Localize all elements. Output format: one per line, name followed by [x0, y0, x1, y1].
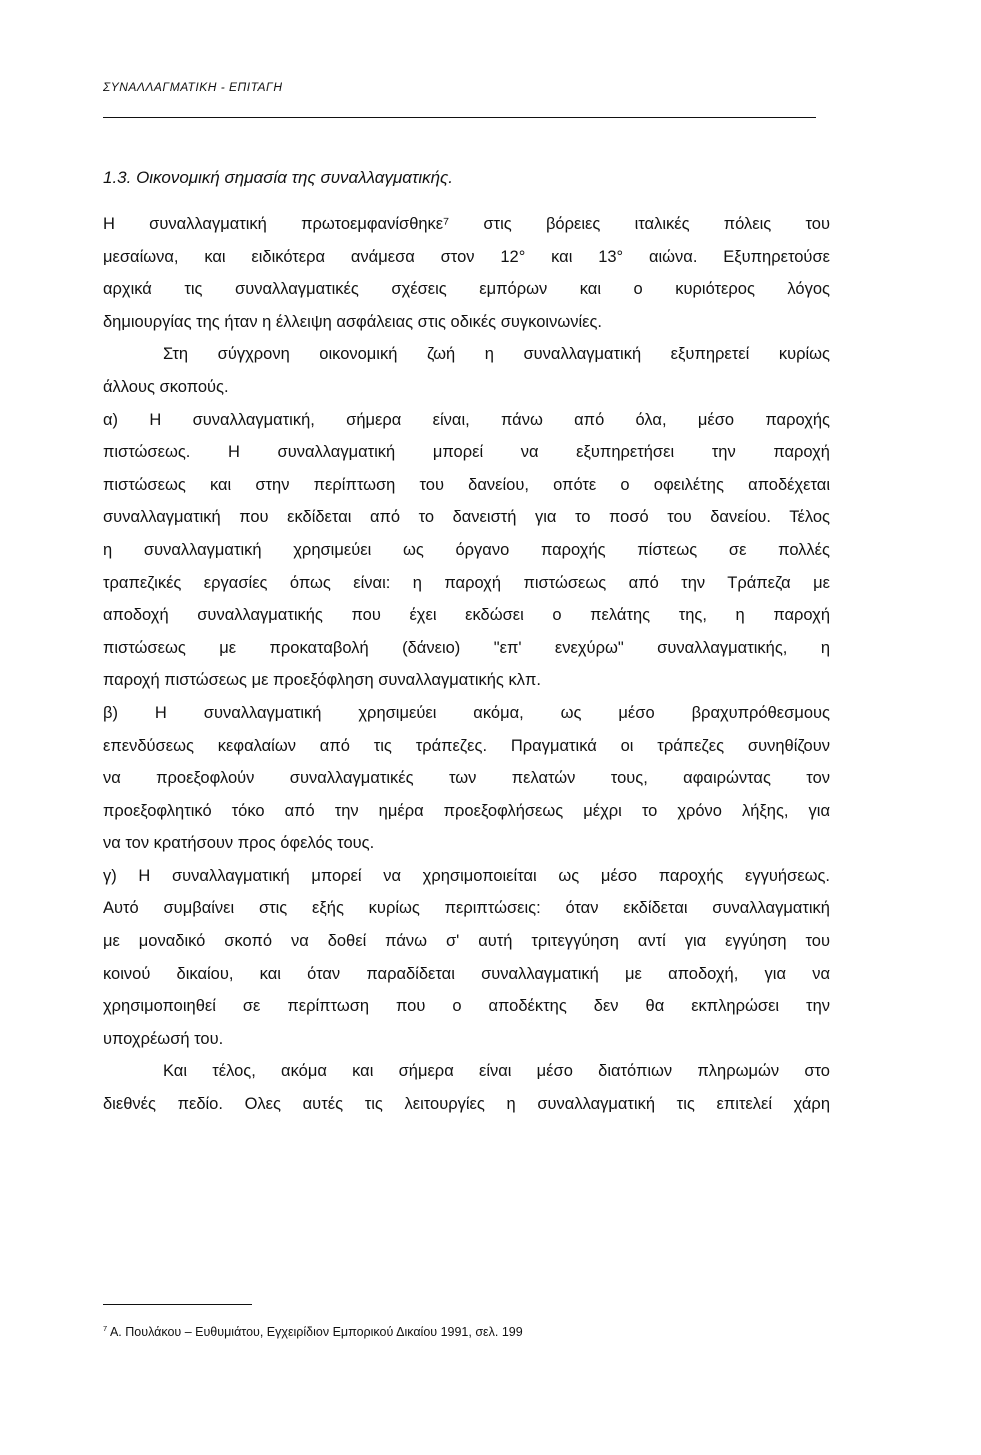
body-text — [103, 208, 830, 1121]
body-line: αρχικά τις συναλλαγματικές σχέσεις εμπόρων και ο κυριότερος λόγος — [103, 280, 830, 299]
body-line: να τον κρατήσουν προς όφελός τους. — [103, 834, 375, 853]
header-rule — [103, 117, 816, 118]
body-line: Αυτό συμβαίνει στις εξής κυρίως περιπτώσεις: όταν εκδίδεται συναλλαγματική — [103, 899, 830, 918]
body-line: Στη σύγχρονη οικονομική ζωή η συναλλαγματική εξυπηρετεί κυρίως — [163, 345, 830, 364]
footnote-text: Α. Πουλάκου – Ευθυμιάτου, Εγχειρίδιον Εμπορικού Δικαίου 1991, σελ. 199 — [109, 1325, 523, 1339]
body-line: πιστώσεως με προκαταβολή (δάνειο) "επ' ενεχύρω" συναλλαγματικής, η — [103, 638, 830, 657]
body-line: β) Η συναλλαγματική χρησιμεύει ακόμα, ως μέσο βραχυπρόθεσμους — [103, 703, 830, 722]
body-line: παροχή πιστώσεως με προεξόφληση συναλλαγματικής κλπ. — [103, 671, 541, 690]
body-line: κοινού δικαίου, και όταν παραδίδεται συναλλαγματική με αποδοχή, για να — [103, 964, 830, 983]
footnote-rule — [103, 1304, 252, 1305]
body-line: άλλους σκοπούς. — [103, 377, 229, 396]
footnote — [103, 1325, 523, 1339]
body-line: τραπεζικές εργασίες όπως είναι: η παροχή πιστώσεως από την Τράπεζα με — [103, 573, 830, 592]
body-line: διεθνές πεδίο. Ολες αυτές τις λειτουργίες η συναλλαγματική τις επιτελεί χάρη — [103, 1095, 830, 1114]
body-line: Και τέλος, ακόμα και σήμερα είναι μέσο διατόπιων πληρωμών στο — [163, 1062, 830, 1081]
body-line: πιστώσεως και στην περίπτωση του δανείου, οπότε ο οφειλέτης αποδέχεται — [103, 475, 830, 494]
body-line: Η συναλλαγματική πρωτοεμφανίσθηκε⁷ στις βόρειες ιταλικές πόλεις του — [103, 215, 830, 233]
body-line: δημιουργίας της ήταν η έλλειψη ασφάλειας στις οδικές συγκοινωνίες. — [103, 312, 603, 331]
body-line: μεσαίωνα, και ειδικότερα ανάμεσα στον 12° και 13° αιώνα. Εξυπηρετούσε — [103, 247, 830, 266]
footnote-marker: 7 — [103, 1323, 108, 1333]
running-header: ΣΥΝΑΛΛΑΓΜΑΤΙΚΗ - ΕΠΙΤΑΓΗ — [103, 80, 283, 94]
section-title: 1.3. Οικονομική σημασία της συναλλαγματικής. — [103, 168, 454, 187]
body-line: με μοναδικό σκοπό να δοθεί πάνω σ' αυτή τριτεγγύηση αντί για εγγύηση του — [103, 932, 830, 951]
body-line: συναλλαγματική που εκδίδεται από το δανειστή για το ποσό του δανείου. Τέλος — [103, 508, 830, 527]
body-line: α) Η συναλλαγματική, σήμερα είναι, πάνω από όλα, μέσο παροχής — [103, 410, 830, 429]
body-line: αποδοχή συναλλαγματικής που έχει εκδώσει ο πελάτης της, η παροχή — [103, 606, 830, 625]
body-line: γ) Η συναλλαγματική μπορεί να χρησιμοποιείται ως μέσο παροχής εγγυήσεως. — [103, 866, 830, 885]
body-line: να προεξοφλούν συναλλαγματικές των πελατών τους, αφαιρώντας τον — [103, 769, 830, 788]
body-line: προεξοφλητικό τόκο από την ημέρα προεξοφλήσεως μέχρι το χρόνο λήξης, για — [103, 801, 830, 820]
body-line: επενδύσεως κεφαλαίων από τις τράπεζες. Πραγματικά οι τράπεζες συνηθίζουν — [103, 736, 830, 755]
body-line: υποχρέωσή του. — [103, 1029, 224, 1048]
body-line: πιστώσεως. Η συναλλαγματική μπορεί να εξυπηρετήσει την παροχή — [103, 443, 830, 462]
body-line: η συναλλαγματική χρησιμεύει ως όργανο παροχής πίστεως σε πολλές — [103, 540, 830, 559]
body-line: χρησιμοποιηθεί σε περίπτωση που ο αποδέκτης δεν θα εκπληρώσει την — [103, 997, 830, 1016]
